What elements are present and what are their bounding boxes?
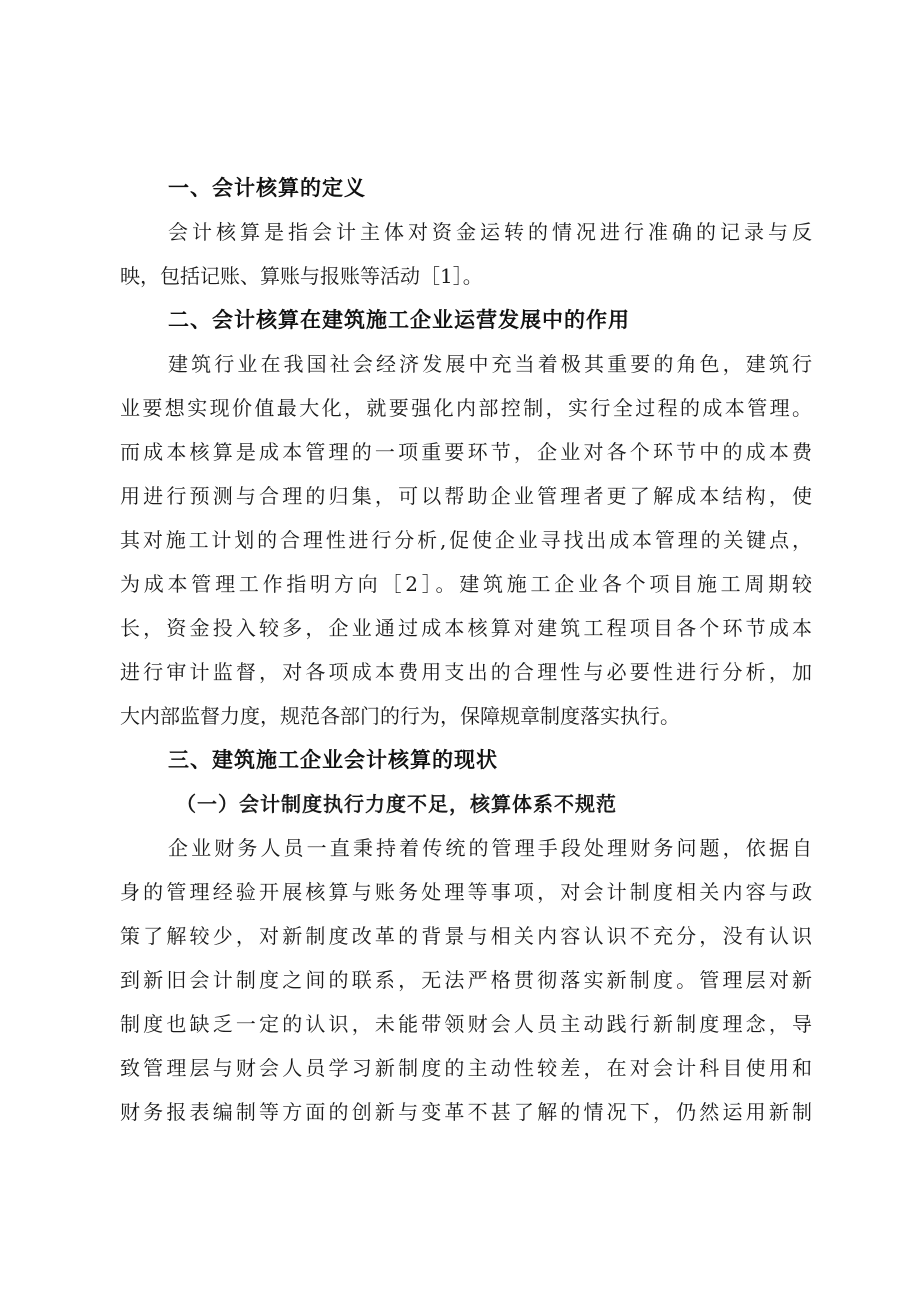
paragraph-line: 用进行预测与合理的归集，可以帮助企业管理者更了解成本结构，使	[120, 484, 812, 508]
section-heading: 二、会计核算在建筑施工企业运营发展中的作用	[168, 308, 630, 332]
paragraph-line: 而成本核算是成本管理的一项重要环节，企业对各个环节中的成本费	[120, 440, 812, 464]
paragraph-line: 致管理层与财会人员学习新制度的主动性较差，在对会计科目使用和	[120, 1056, 812, 1080]
document-body	[120, 166, 812, 1134]
paragraph-line: 业要想实现价值最大化，就要强化内部控制，实行全过程的成本管理。	[120, 396, 812, 420]
paragraph	[120, 210, 812, 298]
paragraph-line: 策了解较少，对新制度改革的背景与相关内容认识不充分，没有认识	[120, 924, 812, 948]
paragraph-line: 长，资金投入较多，企业通过成本核算对建筑工程项目各个环节成本	[120, 616, 812, 640]
paragraph-line: 建筑行业在我国社会经济发展中充当着极其重要的角色，建筑行	[168, 352, 812, 376]
paragraph-line: 其对施工计划的合理性进行分析,促使企业寻找出成本管理的关键点，	[120, 528, 812, 552]
paragraph-line: 为成本管理工作指明方向［2］。建筑施工企业各个项目施工周期较	[120, 572, 812, 596]
paragraph-line: 企业财务人员一直秉持着传统的管理手段处理财务问题，依据自	[168, 836, 812, 860]
paragraph	[120, 342, 812, 738]
paragraph-line: 大内部监督力度，规范各部门的行为，保障规章制度落实执行。	[120, 704, 680, 728]
paragraph-line: 到新旧会计制度之间的联系，无法严格贯彻落实新制度。管理层对新	[120, 968, 812, 992]
paragraph-line: 会计核算是指会计主体对资金运转的情况进行准确的记录与反	[168, 220, 812, 244]
paragraph-line: 映，包括记账、算账与报账等活动［1］。	[120, 264, 483, 288]
paragraph-line: 财务报表编制等方面的创新与变革不甚了解的情况下，仍然运用新制	[120, 1100, 812, 1124]
section-heading: 一、会计核算的定义	[168, 176, 366, 200]
section-heading: 三、建筑施工企业会计核算的现状	[168, 748, 498, 772]
paragraph	[120, 826, 812, 1134]
paragraph-line: 制度也缺乏一定的认识，未能带领财会人员主动践行新制度理念，导	[120, 1012, 812, 1036]
paragraph-line: 进行审计监督，对各项成本费用支出的合理性与必要性进行分析，加	[120, 660, 812, 684]
paragraph-line: 身的管理经验开展核算与账务处理等事项，对会计制度相关内容与政	[120, 880, 812, 904]
subsection-heading: （一）会计制度执行力度不足，核算体系不规范	[176, 792, 617, 816]
